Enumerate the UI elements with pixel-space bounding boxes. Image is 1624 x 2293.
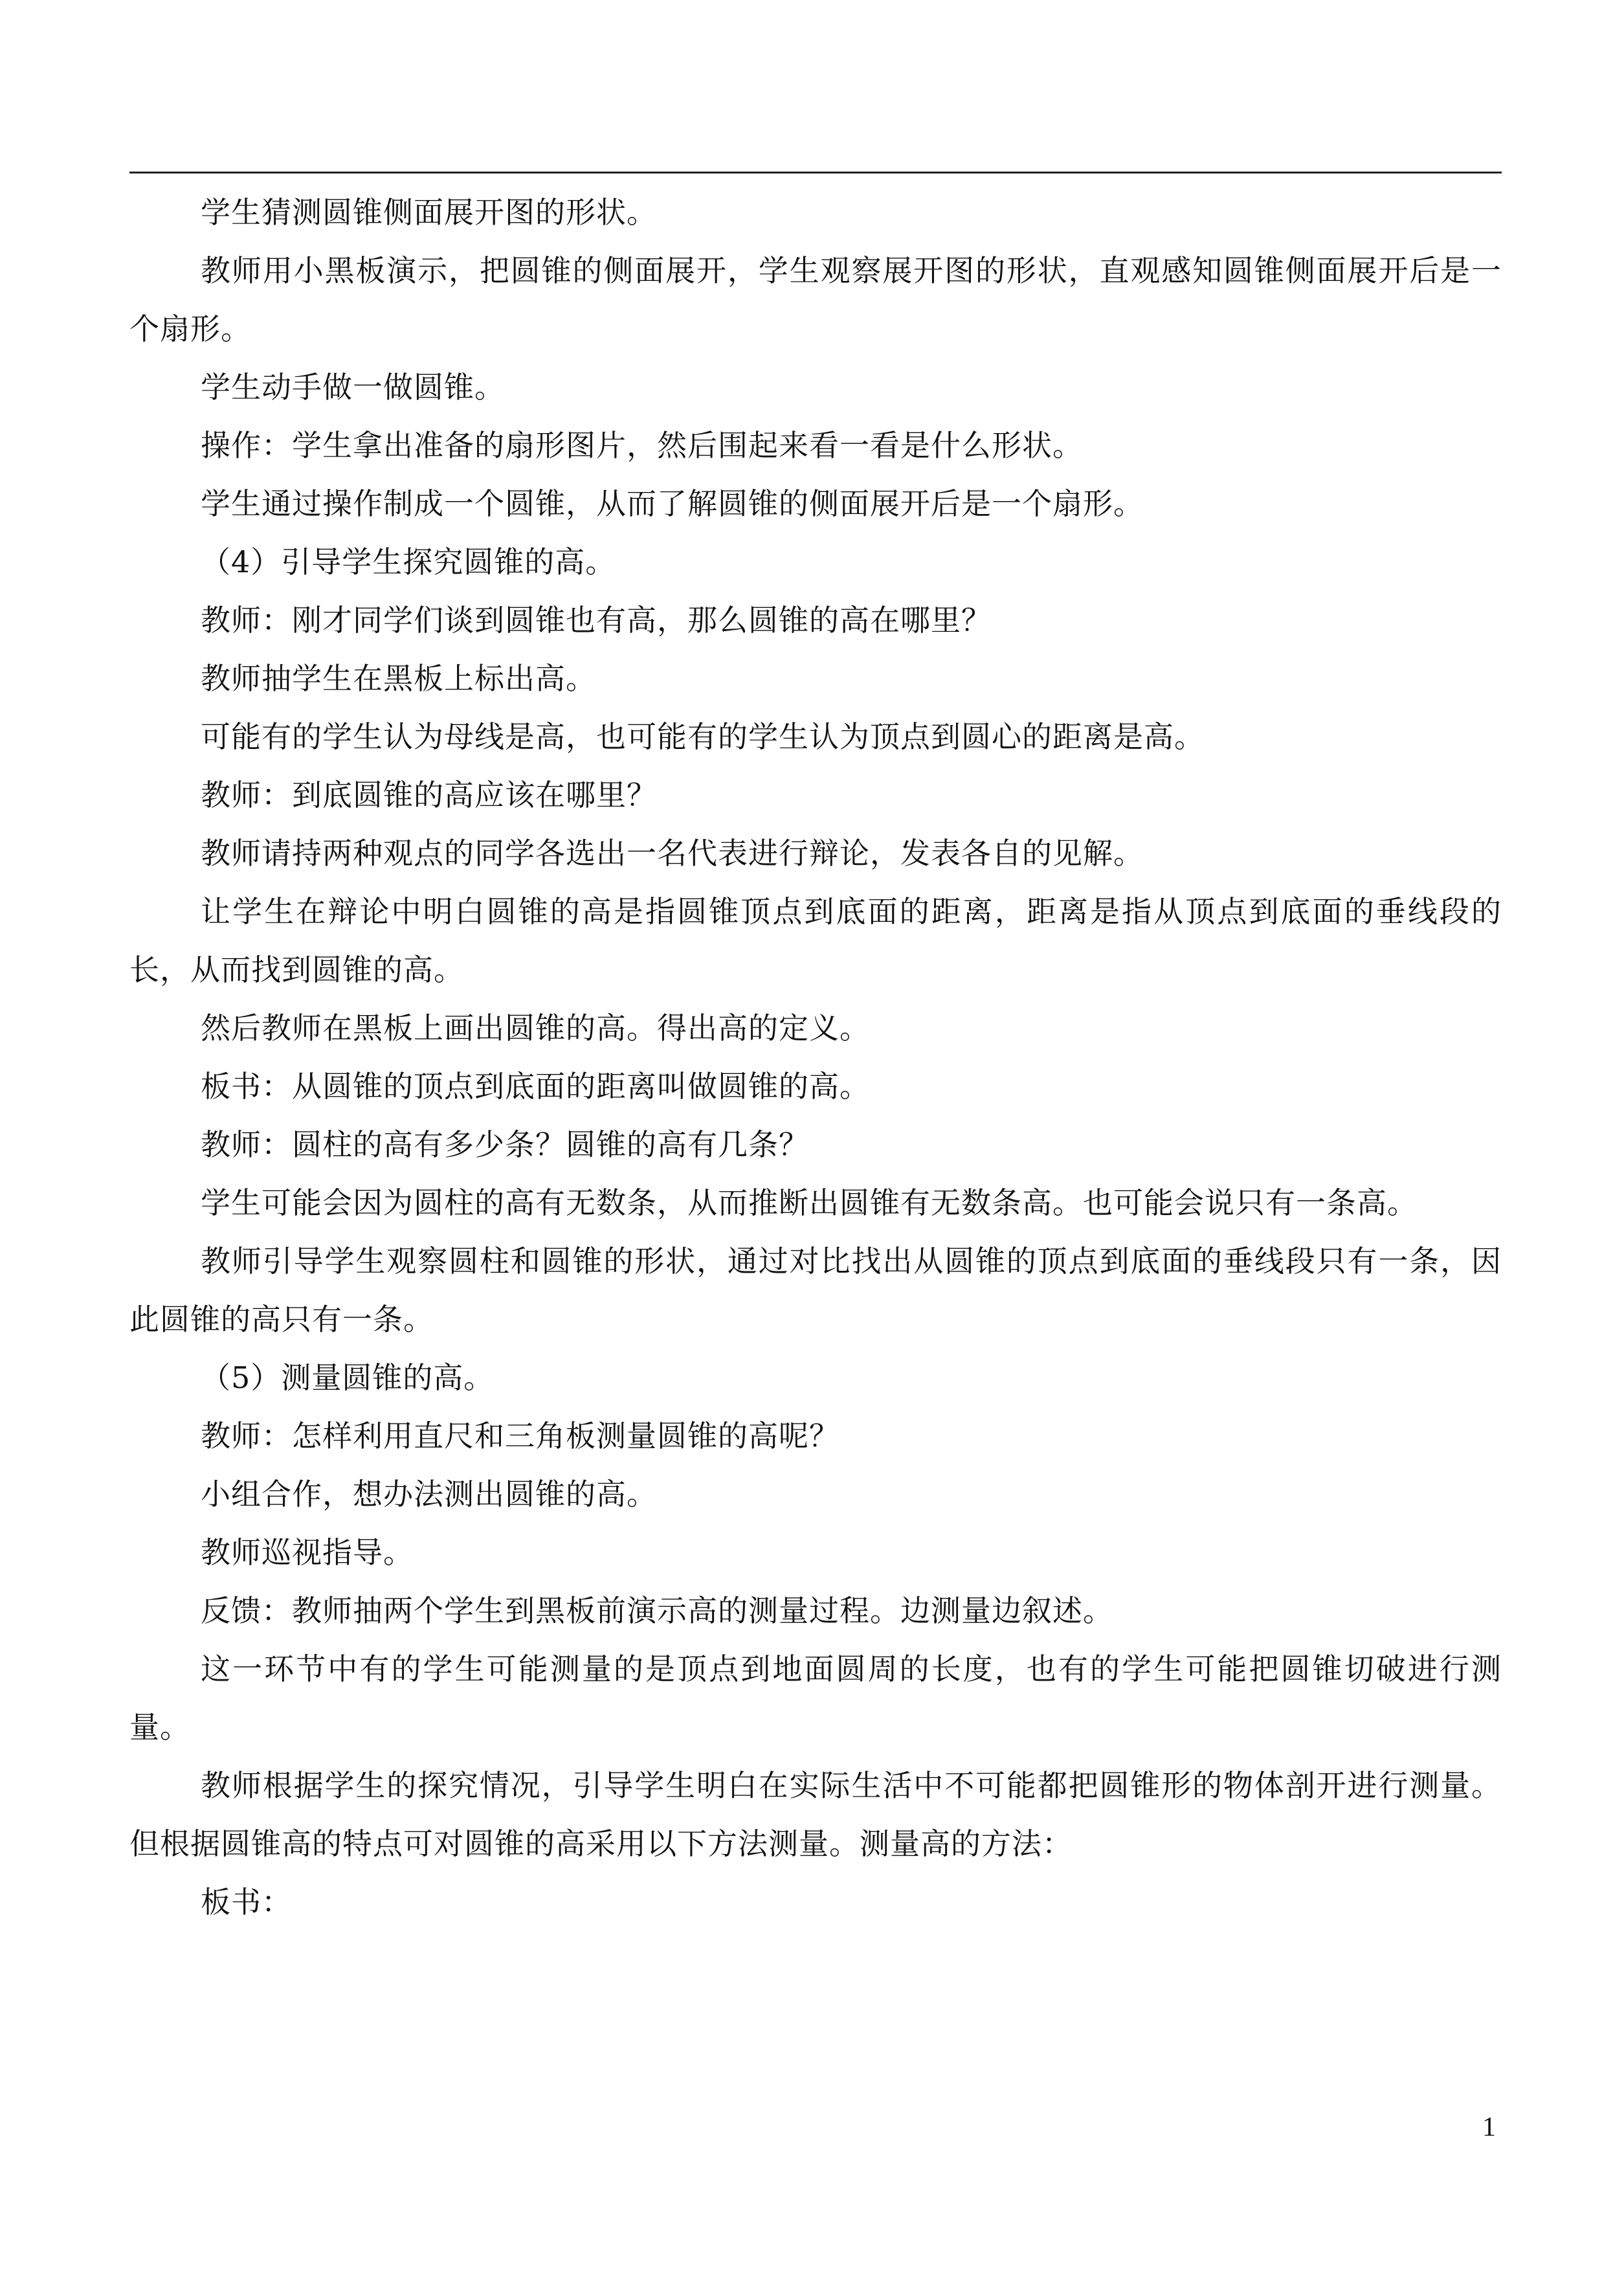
paragraph: 小组合作，想办法测出圆锥的高。 <box>201 1477 657 1512</box>
paragraph: 教师引导学生观察圆柱和圆锥的形状，通过对比找出从圆锥的顶点到底面的垂线段只有一条，因此圆锥的高只有一条。 <box>129 1244 1502 1337</box>
document-body <box>129 183 1502 1931</box>
paragraph: 学生通过操作制成一个圆锥，从而了解圆锥的侧面展开后是一个扇形。 <box>201 486 1144 521</box>
paragraph: 教师请持两种观点的同学各选出一名代表进行辩论，发表各自的见解。 <box>201 836 1144 871</box>
paragraph: 可能有的学生认为母线是高，也可能有的学生认为顶点到圆心的距离是高。 <box>201 719 1205 754</box>
paragraph: 板书： <box>201 1885 292 1919</box>
paragraph: 教师抽学生在黑板上标出高。 <box>201 661 596 696</box>
paragraph: 这一环节中有的学生可能测量的是顶点到地面圆周的长度，也有的学生可能把圆锥切破进行测量。 <box>129 1651 1502 1745</box>
paragraph: 然后教师在黑板上画出圆锥的高。得出高的定义。 <box>201 1011 870 1046</box>
section-heading: （5）测量圆锥的高。 <box>201 1360 495 1395</box>
paragraph: 教师：圆柱的高有多少条？圆锥的高有几条？ <box>201 1127 809 1162</box>
paragraph: 教师：到底圆锥的高应该在哪里？ <box>201 777 657 812</box>
paragraph: 教师根据学生的探究情况，引导学生明白在实际生活中不可能都把圆锥形的物体剖开进行测量。但根据圆锥高的特点可对圆锥的高采用以下方法测量。测量高的方法： <box>129 1768 1502 1861</box>
paragraph: 教师用小黑板演示，把圆锥的侧面展开，学生观察展开图的形状，直观感知圆锥侧面展开后是一个扇形。 <box>129 253 1502 346</box>
paragraph: 学生动手做一做圆锥。 <box>201 370 505 405</box>
page-number: 1 <box>1482 2112 1496 2142</box>
paragraph: 让学生在辩论中明白圆锥的高是指圆锥顶点到底面的距离，距离是指从顶点到底面的垂线段的长，从而找到圆锥的高。 <box>129 894 1502 987</box>
paragraph: 学生可能会因为圆柱的高有无数条，从而推断出圆锥有无数条高。也可能会说只有一条高。 <box>201 1185 1418 1220</box>
paragraph: 教师：刚才同学们谈到圆锥也有高，那么圆锥的高在哪里？ <box>201 603 992 638</box>
paragraph: 反馈：教师抽两个学生到黑板前演示高的测量过程。边测量边叙述。 <box>201 1593 1113 1628</box>
paragraph: 板书：从圆锥的顶点到底面的距离叫做圆锥的高。 <box>201 1069 870 1104</box>
paragraph: 操作：学生拿出准备的扇形图片，然后围起来看一看是什么形状。 <box>201 428 1083 463</box>
paragraph: 教师：怎样利用直尺和三角板测量圆锥的高呢？ <box>201 1418 840 1453</box>
paragraph: 教师巡视指导。 <box>201 1535 414 1570</box>
header-rule <box>129 172 1502 173</box>
section-heading: （4）引导学生探究圆锥的高。 <box>201 544 616 579</box>
paragraph: 学生猜测圆锥侧面展开图的形状。 <box>201 195 657 230</box>
